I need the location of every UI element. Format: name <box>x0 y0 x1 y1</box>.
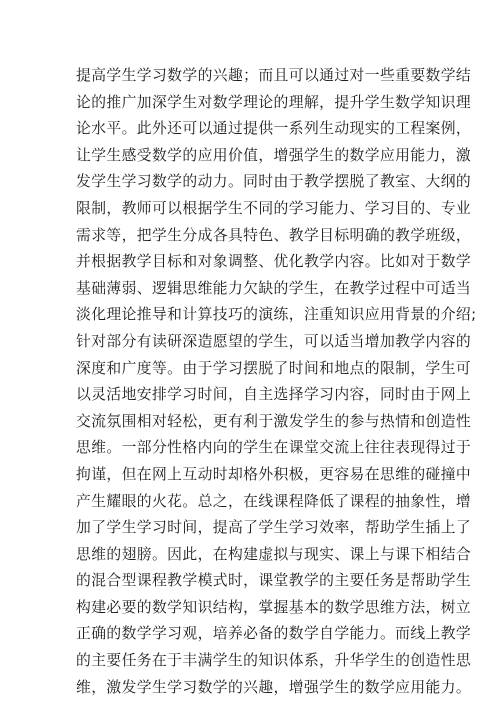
text-line: 针对部分有读研深造愿望的学生，可以适当增加教学内容的 <box>76 332 472 350</box>
text-line: 维，激发学生学习数学的兴趣，增强学生的数学应用能力。 <box>76 678 472 696</box>
text-line: 交流氛围相对轻松，更有利于激发学生的参与热情和创造性 <box>76 412 472 430</box>
text-line: 思维的翅膀。因此，在构建虚拟与现实、课上与课下相结合 <box>76 545 472 563</box>
text-line: 正确的数学学习观，培养必备的数学自学能力。而线上教学 <box>76 625 472 643</box>
text-line: 深度和广度等。由于学习摆脱了时间和地点的限制，学生可 <box>76 359 472 377</box>
text-line: 论的推广加深学生对数学理论的理解，提升学生数学知识理 <box>76 93 472 111</box>
text-line: 基础薄弱、逻辑思维能力欠缺的学生，在教学过程中可适当 <box>76 279 472 297</box>
text-line: 提高学生学习数学的兴趣；而且可以通过对一些重要数学结 <box>76 67 472 84</box>
text-line: 并根据教学目标和对象调整、优化教学内容。比如对于数学 <box>76 253 472 271</box>
text-line: 需求等，把学生分成各具特色、教学目标明确的教学班级， <box>76 226 472 244</box>
text-line: 拘谨，但在网上互动时却格外积极，更容易在思维的碰撞中 <box>76 465 472 483</box>
text-line: 产生耀眼的火花。总之，在线课程降低了课程的抽象性，增 <box>76 492 472 510</box>
text-line: 加了学生学习时间，提高了学生学习效率，帮助学生插上了 <box>76 519 472 537</box>
text-line: 以灵活地安排学习时间，自主选择学习内容，同时由于网上 <box>76 386 472 404</box>
text-line: 限制，教师可以根据学生不同的学习能力、学习目的、专业 <box>76 199 472 217</box>
text-line: 构建必要的数学知识结构，掌握基本的数学思维方法，树立 <box>76 598 472 616</box>
text-line: 发学生学习数学的动力。同时由于教学摆脱了教室、大纲的 <box>76 173 472 191</box>
text-line: 淡化理论推导和计算技巧的演练，注重知识应用背景的介绍; <box>76 306 477 324</box>
text-line: 论水平。此外还可以通过提供一系列生动现实的工程案例， <box>76 120 472 138</box>
text-line: 的主要任务在于丰满学生的知识体系，升华学生的创造性思 <box>76 652 472 670</box>
text-line: 让学生感受数学的应用价值，增强学生的数学应用能力，激 <box>76 146 472 164</box>
body-paragraph <box>76 63 477 701</box>
text-line: 思维。一部分性格内向的学生在课堂交流上往往表现得过于 <box>76 439 472 457</box>
text-line: 的混合型课程教学模式时，课堂教学的主要任务是帮助学生 <box>76 572 472 590</box>
